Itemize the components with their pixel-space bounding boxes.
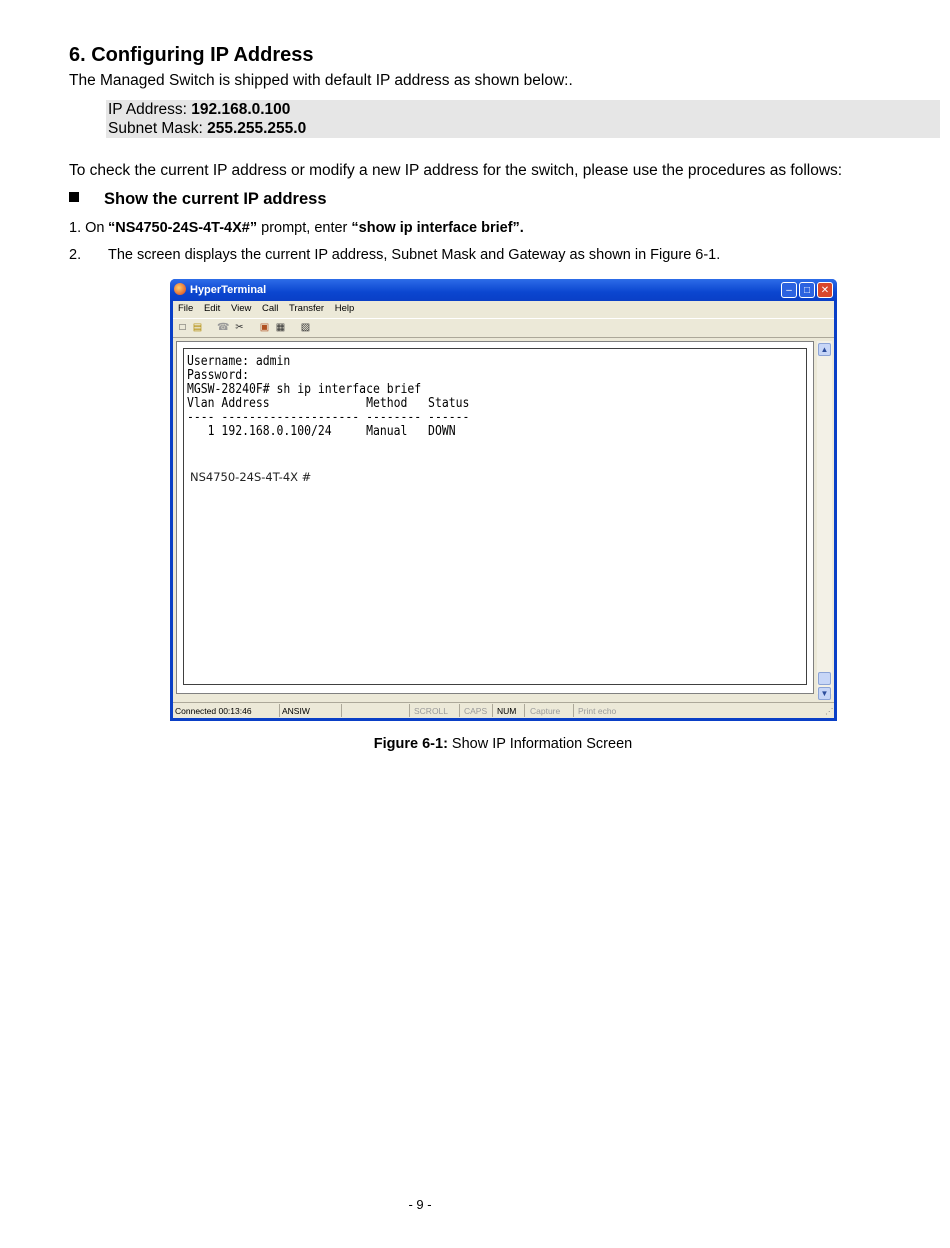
send-icon[interactable]: ▣ xyxy=(259,322,270,333)
subnet-mask-value: 255.255.255.0 xyxy=(207,120,307,137)
menu-file[interactable]: File xyxy=(178,303,194,314)
step-bold-prompt: “NS4750-24S-4T-4X#” xyxy=(108,220,258,236)
ip-address-row xyxy=(106,100,940,119)
page-number: - 9 - xyxy=(408,1197,432,1212)
window-title: HyperTerminal xyxy=(190,284,267,296)
step-bold-command: “show ip interface brief”. xyxy=(351,220,524,236)
scroll-thumb[interactable] xyxy=(818,672,831,685)
open-folder-icon[interactable]: ▤ xyxy=(192,322,203,333)
status-caps: CAPS xyxy=(464,706,488,716)
status-bar xyxy=(173,702,834,719)
status-num: NUM xyxy=(497,706,517,716)
menu-edit[interactable]: Edit xyxy=(203,303,221,314)
receive-icon[interactable]: ▦ xyxy=(275,322,286,333)
status-separator xyxy=(524,704,525,717)
window-body xyxy=(173,301,834,718)
title-bar[interactable] xyxy=(170,279,837,301)
status-connected: Connected 00:13:46 xyxy=(175,706,252,716)
hyperterminal-icon xyxy=(174,283,186,295)
status-separator xyxy=(279,704,280,717)
step-number: 1. On xyxy=(69,220,105,236)
figure-caption xyxy=(0,736,950,752)
menu-transfer[interactable]: Transfer xyxy=(289,303,325,314)
menu-bar xyxy=(173,301,834,317)
intro-text: The Managed Switch is shipped with default IP address as shown below:. xyxy=(69,72,573,89)
status-separator xyxy=(573,704,574,717)
close-button[interactable]: ✕ xyxy=(817,282,833,298)
terminal-screen[interactable] xyxy=(183,348,807,685)
step-text: prompt, enter xyxy=(257,220,352,236)
page-title: 6. Configuring IP Address xyxy=(69,44,314,66)
terminal-area[interactable] xyxy=(176,341,814,694)
maximize-button[interactable]: □ xyxy=(799,282,815,298)
procedure-intro: To check the current IP address or modify a new IP address for the switch, please use the procedures as follows: xyxy=(69,162,843,179)
terminal-output: Username: admin Password: MGSW-28240F# sh ip interface brief Vlan Address Method Status ---- -------------------- -------- ------ 1 192.168.0.100/24 Manual DOWN xyxy=(187,354,470,439)
figure-label: Figure 6-1: xyxy=(373,736,448,752)
status-scroll: SCROLL xyxy=(414,706,449,716)
status-separator xyxy=(459,704,460,717)
subnet-mask-row xyxy=(106,119,940,138)
status-print-echo: Print echo xyxy=(578,706,617,716)
section-heading-text: Show the current IP address xyxy=(104,190,327,208)
terminal-prompt: NS4750-24S-4T-4X # xyxy=(190,470,312,484)
status-separator xyxy=(409,704,410,717)
status-separator xyxy=(341,704,342,717)
menu-help[interactable]: Help xyxy=(334,303,355,314)
figure-text: Show IP Information Screen xyxy=(447,736,633,752)
new-file-icon[interactable]: □ xyxy=(179,322,186,333)
step-1 xyxy=(69,220,524,236)
step-2 xyxy=(69,247,720,263)
section-heading xyxy=(69,190,327,209)
status-separator xyxy=(492,704,493,717)
square-bullet-icon xyxy=(69,192,79,202)
default-ip-box xyxy=(106,100,940,138)
menu-view[interactable]: View xyxy=(230,303,252,314)
step-text: The screen displays the current IP address, Subnet Mask and Gateway as shown in Figure 6-1. xyxy=(108,247,721,263)
scroll-down-icon[interactable]: ▼ xyxy=(818,687,831,700)
status-capture: Capture xyxy=(530,706,561,716)
subnet-mask-label: Subnet Mask: xyxy=(108,120,203,137)
hyperterminal-window xyxy=(170,279,837,721)
resize-grip-icon[interactable]: ⋰ xyxy=(825,706,834,716)
step-number: 2. xyxy=(69,247,82,263)
minimize-button[interactable]: – xyxy=(781,282,797,298)
ip-address-label: IP Address: xyxy=(108,101,187,118)
vertical-scrollbar[interactable] xyxy=(817,341,832,698)
call-icon[interactable]: ☎ xyxy=(217,322,230,333)
ip-address-value: 192.168.0.100 xyxy=(191,101,291,118)
disconnect-icon[interactable]: ✂ xyxy=(235,322,244,333)
scroll-up-icon[interactable]: ▲ xyxy=(818,343,831,356)
status-emulation: ANSIW xyxy=(282,706,310,716)
menu-call[interactable]: Call xyxy=(262,303,279,314)
toolbar xyxy=(173,318,834,338)
properties-icon[interactable]: ▧ xyxy=(300,322,311,333)
